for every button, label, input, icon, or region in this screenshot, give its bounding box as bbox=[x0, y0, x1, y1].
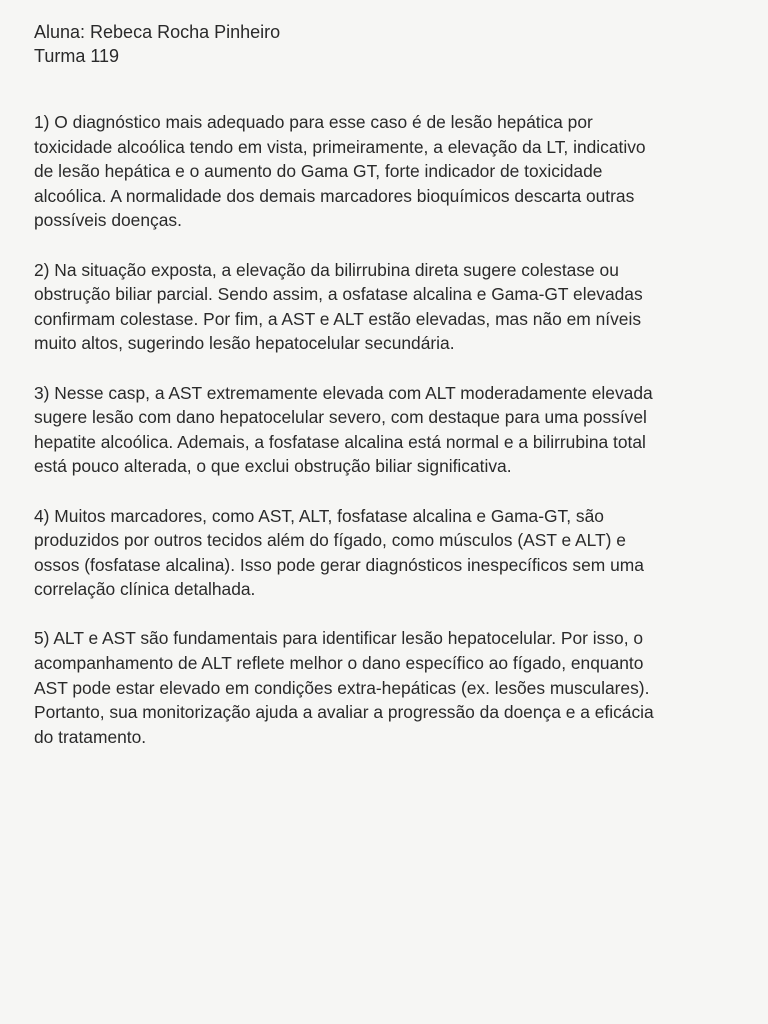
answer-4: 4) Muitos marcadores, como AST, ALT, fosfatase alcalina e Gama-GT, são produzidos por outros tecidos além do fígado, como músculos (AST e ALT) e ossos (fosfatase alcalina). Isso pode gerar diagnósticos inespecíficos sem uma correlação clínica detalhada. bbox=[34, 505, 644, 600]
document-header bbox=[34, 20, 728, 68]
class-number: Turma 119 bbox=[34, 46, 120, 66]
answer-2: 2) Na situação exposta, a elevação da bilirrubina direta sugere colestase ou obstrução biliar parcial. Sendo assim, a osfatase alcalina e Gama-GT elevadas confirmam colestase. Por fim, a AST e ALT estão elevadas, mas não em níveis muito altos, sugerindo lesão hepatocelular secundária. bbox=[34, 259, 643, 354]
answers-list bbox=[34, 110, 728, 749]
answer-1: 1) O diagnóstico mais adequado para esse caso é de lesão hepática por toxicidade alcoólica tendo em vista, primeiramente, a elevação da LT, indicativo de lesão hepática e o aumento do Gama GT, forte indicador de toxicidade alcoólica. A normalidade dos demais marcadores bioquímicos descarta outras possíveis doenças. bbox=[34, 112, 646, 231]
student-name: Aluna: Rebeca Rocha Pinheiro bbox=[34, 22, 281, 42]
answer-3: 3) Nesse casp, a AST extremamente elevada com ALT moderadamente elevada sugere lesão com dano hepatocelular severo, com destaque para uma possível hepatite alcoólica. Ademais, a fosfatase alcalina está normal e a bilirrubina total está pouco alterada, o que exclui obstrução biliar significativa. bbox=[34, 382, 653, 477]
answer-5: 5) ALT e AST são fundamentais para identificar lesão hepatocelular. Por isso, o acompanhamento de ALT reflete melhor o dano específico ao fígado, enquanto AST pode estar elevado em condições extra-hepáticas (ex. lesões musculares). Portanto, sua monitorização ajuda a avaliar a progressão da doença e a eficácia do tratamento. bbox=[34, 628, 654, 747]
